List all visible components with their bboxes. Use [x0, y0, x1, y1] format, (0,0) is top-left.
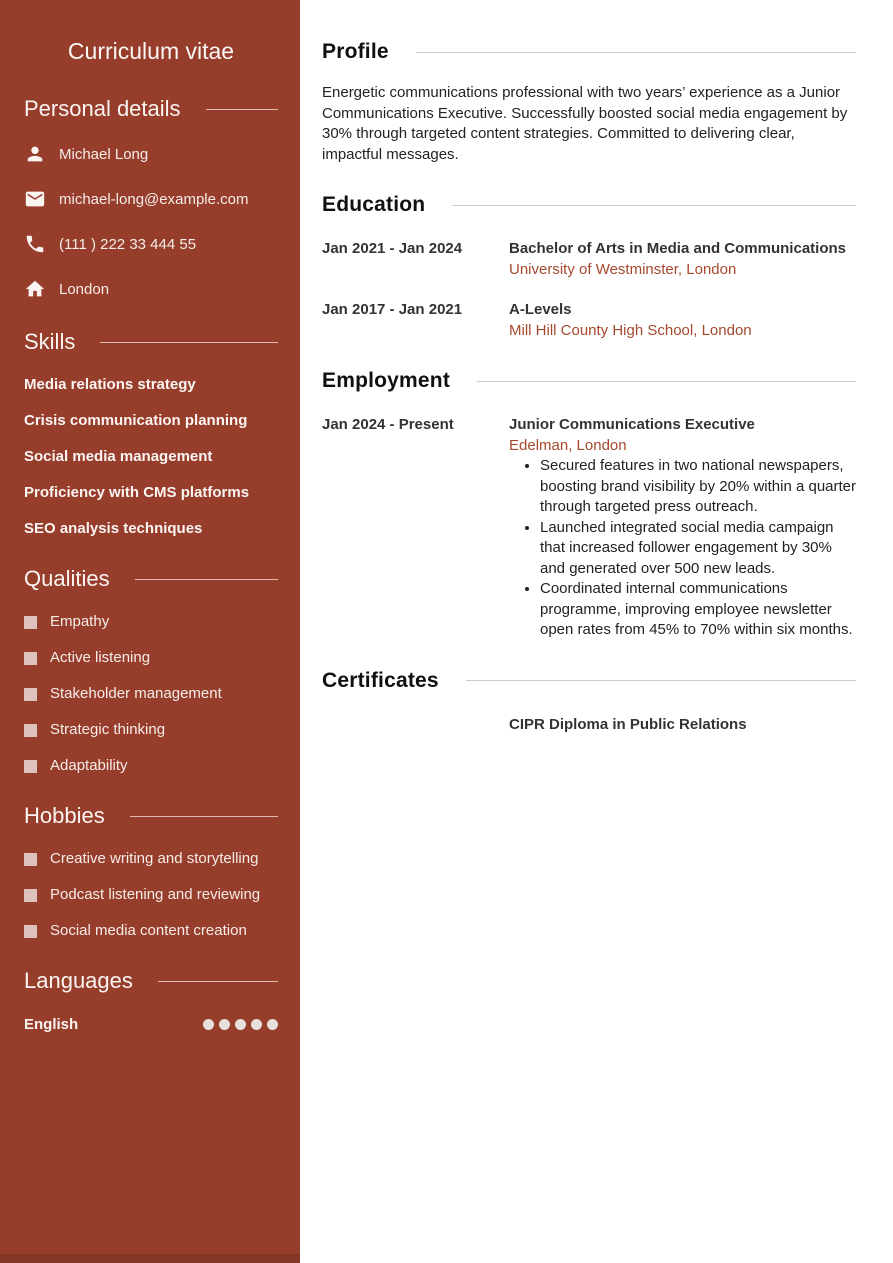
employment-bullet: • Launched integrated social media campaign that increased follower engagement by 30% and generated over 500 new leads. — [540, 518, 856, 580]
square-bullet-icon — [24, 616, 37, 629]
language-level-dot — [267, 1019, 278, 1030]
certificate-details — [509, 715, 856, 736]
personal-details-heading — [24, 96, 278, 122]
employment-bullet-list — [509, 456, 856, 641]
language-level-dots — [203, 1019, 278, 1030]
skills-heading — [24, 329, 278, 355]
education-period: Jan 2021 - Jan 2024 — [322, 240, 463, 257]
education-heading — [322, 193, 856, 217]
home-icon — [24, 278, 46, 300]
employment-entry — [322, 415, 856, 641]
quality-label: Stakeholder management — [50, 685, 222, 702]
qualities-heading — [24, 566, 278, 592]
heading-rule — [466, 680, 856, 681]
personal-details-heading-label: Personal details — [24, 96, 181, 121]
education-institution: University of Westminster, London — [509, 260, 737, 278]
hobby-label: Creative writing and storytelling — [50, 850, 259, 867]
education-entry — [322, 300, 856, 341]
skill-item: Social media management — [24, 448, 213, 465]
quality-item — [24, 758, 278, 774]
quality-item — [24, 650, 278, 666]
contact-email: michael-long@example.com — [59, 190, 249, 208]
heading-rule — [135, 579, 278, 580]
employment-details — [509, 415, 856, 641]
employment-bullet: • Coordinated internal communications programme, improving employee newsletter open rates from 45% to 70% within six months. — [540, 579, 856, 641]
square-bullet-icon — [24, 688, 37, 701]
employment-employer: Edelman, London — [509, 436, 627, 454]
skill-item: Proficiency with CMS platforms — [24, 484, 250, 501]
skill-item: Crisis communication planning — [24, 412, 248, 429]
quality-item — [24, 614, 278, 630]
quality-label: Active listening — [50, 649, 151, 666]
heading-rule — [206, 109, 278, 110]
contact-phone: (111 ) 222 33 444 55 — [59, 235, 197, 253]
heading-rule — [130, 816, 278, 817]
contact-name: Michael Long — [59, 145, 149, 163]
hobby-label: Podcast listening and reviewing — [50, 886, 261, 903]
languages-heading-label: Languages — [24, 968, 133, 993]
skill-item: Media relations strategy — [24, 376, 196, 393]
square-bullet-icon — [24, 853, 37, 866]
hobby-item — [24, 887, 278, 903]
education-degree: A-Levels — [509, 301, 572, 318]
contact-list — [24, 143, 278, 300]
skill-item: SEO analysis techniques — [24, 520, 203, 537]
contact-row-email — [24, 188, 278, 210]
skills-heading-label: Skills — [24, 329, 76, 354]
heading-rule — [477, 381, 856, 382]
certificates-heading-label: Certificates — [322, 668, 439, 692]
hobbies-heading — [24, 803, 278, 829]
skills-list — [24, 377, 278, 537]
employment-job-title: Junior Communications Executive — [509, 416, 755, 433]
square-bullet-icon — [24, 925, 37, 938]
square-bullet-icon — [24, 652, 37, 665]
hobbies-heading-label: Hobbies — [24, 803, 105, 828]
hobby-item — [24, 923, 278, 939]
education-entry — [322, 239, 856, 280]
education-section — [322, 193, 856, 341]
heading-rule — [452, 205, 856, 206]
education-details — [509, 239, 856, 280]
certificate-entry — [322, 715, 856, 736]
contact-location: London — [59, 280, 110, 298]
employment-heading-label: Employment — [322, 369, 451, 392]
contact-row-location — [24, 278, 278, 300]
heading-rule — [100, 342, 278, 343]
qualities-heading-label: Qualities — [24, 566, 110, 591]
main-content — [300, 0, 893, 1263]
education-heading-label: Education — [322, 193, 426, 216]
heading-rule — [416, 52, 856, 53]
square-bullet-icon — [24, 760, 37, 773]
language-level-dot — [251, 1019, 262, 1030]
profile-heading — [322, 40, 856, 64]
education-institution: Mill Hill County High School, London — [509, 321, 752, 339]
hobby-item — [24, 851, 278, 867]
mail-icon — [24, 188, 46, 210]
contact-row-name — [24, 143, 278, 165]
employment-heading — [322, 369, 856, 393]
certificates-heading — [322, 669, 856, 693]
languages-heading — [24, 968, 278, 994]
quality-label: Strategic thinking — [50, 721, 166, 738]
user-icon — [24, 143, 46, 165]
education-details — [509, 300, 856, 341]
language-level-dot — [203, 1019, 214, 1030]
cv-title: Curriculum vitae — [67, 38, 235, 64]
quality-item — [24, 686, 278, 702]
profile-text: Energetic communications professional with two years’ experience as a Junior Communications Executive. Successfully boosted social media engagement by 30% through targeted content strategies. Committed to delivering clear, impactful messages. — [322, 84, 848, 163]
certificates-section — [322, 669, 856, 736]
language-level-dot — [219, 1019, 230, 1030]
square-bullet-icon — [24, 889, 37, 902]
employment-section — [322, 369, 856, 641]
quality-item — [24, 722, 278, 738]
hobby-label: Social media content creation — [50, 922, 247, 939]
qualities-list — [24, 614, 278, 774]
hobbies-list — [24, 851, 278, 939]
education-degree: Bachelor of Arts in Media and Communications — [509, 240, 846, 257]
education-period: Jan 2017 - Jan 2021 — [322, 301, 463, 318]
employment-period: Jan 2024 - Present — [322, 416, 454, 433]
language-item — [24, 1016, 278, 1033]
quality-label: Adaptability — [50, 757, 128, 774]
certificate-title: CIPR Diploma in Public Relations — [509, 715, 747, 733]
sidebar — [0, 0, 300, 1263]
employment-bullet: • Secured features in two national newspapers, boosting brand visibility by 20% within a quarter through targeted press outreach. — [540, 456, 856, 518]
language-name: English — [24, 1016, 79, 1033]
profile-section — [322, 40, 856, 165]
profile-heading-label: Profile — [322, 40, 389, 63]
heading-rule — [158, 981, 278, 982]
language-level-dot — [235, 1019, 246, 1030]
square-bullet-icon — [24, 724, 37, 737]
phone-icon — [24, 233, 46, 255]
contact-row-phone — [24, 233, 278, 255]
certificate-period — [322, 715, 509, 736]
quality-label: Empathy — [50, 613, 110, 630]
